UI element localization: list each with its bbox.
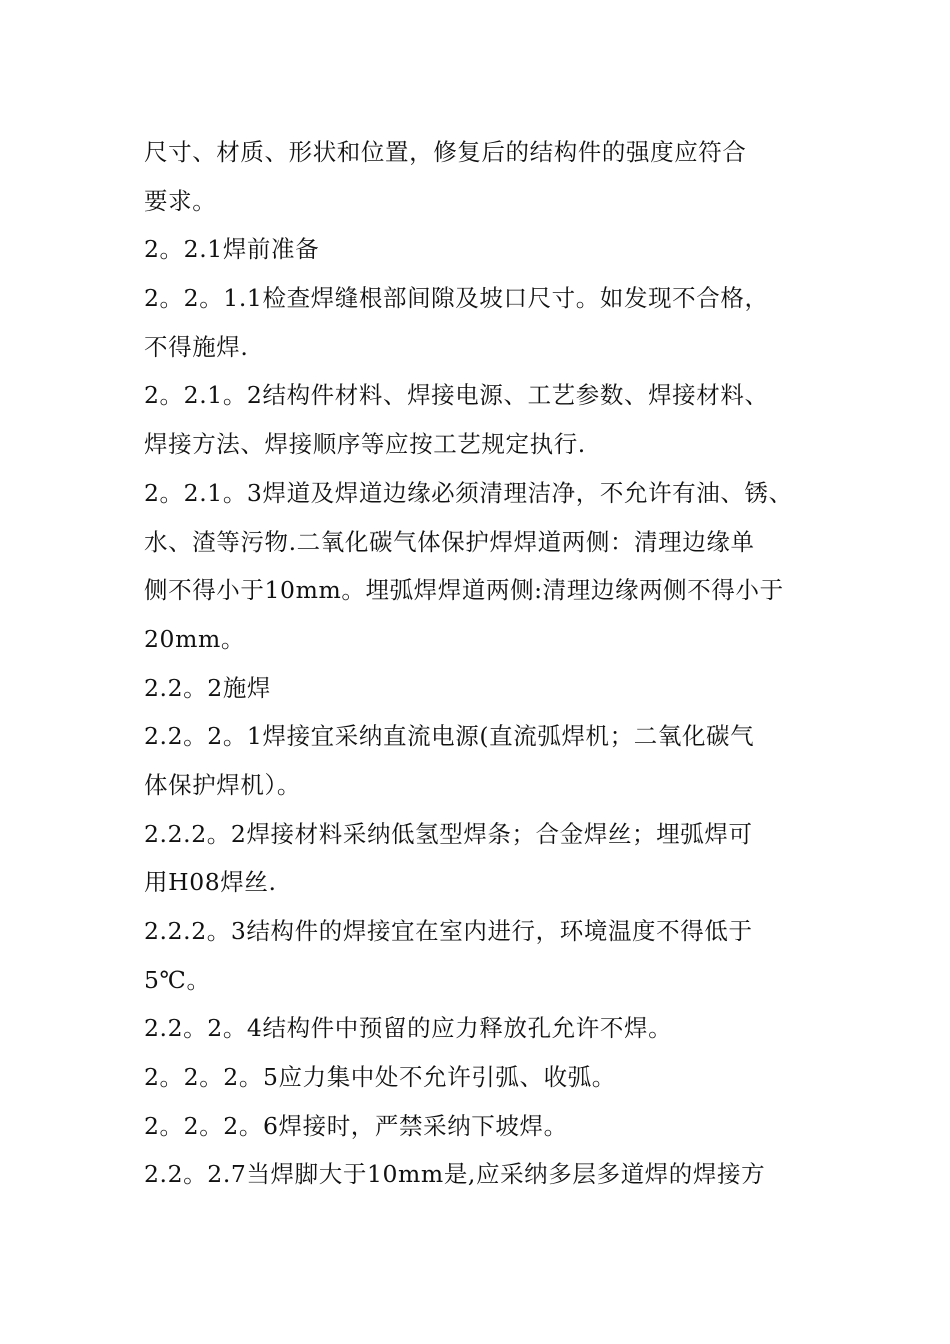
text-line: 20mm。 — [144, 624, 245, 653]
text-line: 不得施焊. — [144, 332, 249, 361]
text-line: 2。2.1。2结构件材料、焊接电源、工艺参数、焊接材料、 — [144, 381, 769, 410]
text-line: 2.2。2.7当焊脚大于10mm是,应采纳多层多道焊的焊接方 — [144, 1160, 766, 1189]
text-line: 2.2.2。2焊接材料采纳低氢型焊条；合金焊丝；埋弧焊可 — [144, 819, 753, 848]
text-line: 2.2。2。4结构件中预留的应力释放孔允许不焊。 — [144, 1014, 673, 1043]
text-line: 2。2。2。5应力集中处不允许引弧、收弧。 — [144, 1063, 616, 1092]
text-line: 体保护焊机）。 — [144, 770, 301, 799]
text-line: 5℃。 — [144, 965, 211, 994]
text-line: 2。2.1。3焊道及焊道边缘必须清理洁净，不允许有油、锈、 — [144, 478, 793, 507]
section-heading-2-2-2: 2.2。2施焊 — [144, 673, 272, 702]
text-line: 尺寸、材质、形状和位置，修复后的结构件的强度应符合 — [144, 138, 747, 166]
text-line: 侧不得小于10mm。埋弧焊焊道两侧:清理边缘两侧不得小于 — [144, 576, 784, 605]
text-line: 用H08焊丝. — [144, 868, 277, 897]
text-line: 2。2。1.1检查焊缝根部间隙及坡口尺寸。如发现不合格， — [144, 284, 769, 313]
text-line: 2.2.2。3结构件的焊接宜在室内进行，环境温度不得低于 — [144, 917, 753, 945]
text-line: 2。2。2。6焊接时，严禁采纳下坡焊。 — [144, 1111, 568, 1140]
text-line: 水、渣等污物.二氧化碳气体保护焊焊道两侧：清理边缘单 — [144, 527, 755, 556]
text-line: 要求。 — [144, 186, 217, 215]
text-line: 焊接方法、焊接顺序等应按工艺规定执行. — [144, 430, 586, 459]
document-body — [144, 128, 824, 1199]
section-heading-2-2-1: 2。2.1焊前准备 — [144, 235, 320, 264]
text-line: 2.2。2。1焊接宜采纳直流电源(直流弧焊机；二氧化碳气 — [144, 722, 755, 751]
